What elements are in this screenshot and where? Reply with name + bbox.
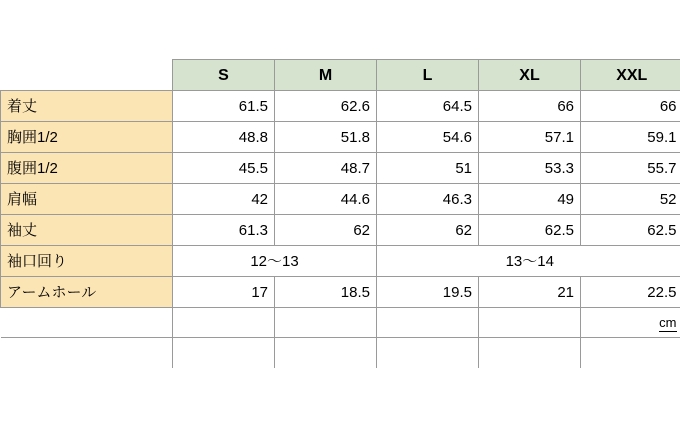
- unit-row-blank-label: [1, 308, 173, 338]
- unit-row-blank-xl: [479, 308, 581, 338]
- cell-length-l: 64.5: [377, 91, 479, 122]
- tail-cell-xl: [479, 338, 581, 368]
- unit-row-blank-s: [173, 308, 275, 338]
- cell-shoulder-s: 42: [173, 184, 275, 215]
- row-label-waist: 腹囲1/2: [1, 153, 173, 184]
- cell-chest-xxl: 59.1: [581, 122, 680, 153]
- cell-sleeve-length-xl: 62.5: [479, 215, 581, 246]
- table-row: [1, 153, 680, 184]
- row-label-sleeve-length: 袖丈: [1, 215, 173, 246]
- cell-cuff-l-xxl: 13〜14: [377, 246, 680, 277]
- cell-length-xxl: 66: [581, 91, 680, 122]
- cell-chest-xl: 57.1: [479, 122, 581, 153]
- cell-sleeve-length-s: 61.3: [173, 215, 275, 246]
- cell-shoulder-m: 44.6: [275, 184, 377, 215]
- cell-chest-m: 51.8: [275, 122, 377, 153]
- unit-row-blank-m: [275, 308, 377, 338]
- cell-waist-xl: 53.3: [479, 153, 581, 184]
- cell-cuff-s-m: 12〜13: [173, 246, 377, 277]
- cell-armhole-xl: 21: [479, 277, 581, 308]
- cell-chest-s: 48.8: [173, 122, 275, 153]
- cell-shoulder-l: 46.3: [377, 184, 479, 215]
- cell-length-s: 61.5: [173, 91, 275, 122]
- table-row: [1, 184, 680, 215]
- unit-row: [1, 308, 680, 338]
- unit-label: cm: [659, 315, 677, 330]
- table-row: [1, 246, 680, 277]
- row-label-length: 着丈: [1, 91, 173, 122]
- cell-shoulder-xl: 49: [479, 184, 581, 215]
- header-size-m: M: [275, 60, 377, 91]
- unit-cell-xxl: [581, 308, 680, 338]
- cell-armhole-s: 17: [173, 277, 275, 308]
- cell-shoulder-xxl: 52: [581, 184, 680, 215]
- table-row: [1, 91, 680, 122]
- tail-cell-l: [377, 338, 479, 368]
- header-size-l: L: [377, 60, 479, 91]
- cell-sleeve-length-m: 62: [275, 215, 377, 246]
- tail-blank-label: [1, 338, 173, 368]
- header-size-xl: XL: [479, 60, 581, 91]
- table-row: [1, 277, 680, 308]
- cell-waist-m: 48.7: [275, 153, 377, 184]
- cell-sleeve-length-xxl: 62.5: [581, 215, 680, 246]
- cell-sleeve-length-l: 62: [377, 215, 479, 246]
- tail-cell-m: [275, 338, 377, 368]
- tail-cell-xxl: [581, 338, 680, 368]
- tail-cell-s: [173, 338, 275, 368]
- cell-armhole-xxl: 22.5: [581, 277, 680, 308]
- cell-armhole-l: 19.5: [377, 277, 479, 308]
- header-size-s: S: [173, 60, 275, 91]
- row-label-chest: 胸囲1/2: [1, 122, 173, 153]
- header-size-xxl: XXL: [581, 60, 680, 91]
- row-label-shoulder: 肩幅: [1, 184, 173, 215]
- cell-chest-l: 54.6: [377, 122, 479, 153]
- cell-waist-xxl: 55.7: [581, 153, 680, 184]
- size-chart-table: [0, 59, 680, 368]
- unit-row-blank-l: [377, 308, 479, 338]
- table-header-row: [1, 60, 680, 91]
- row-label-armhole: アームホール: [1, 277, 173, 308]
- cell-armhole-m: 18.5: [275, 277, 377, 308]
- header-corner-cell: [1, 60, 173, 91]
- cell-length-xl: 66: [479, 91, 581, 122]
- cell-waist-s: 45.5: [173, 153, 275, 184]
- table-row: [1, 215, 680, 246]
- cell-length-m: 62.6: [275, 91, 377, 122]
- table-tail-row: [1, 338, 680, 368]
- row-label-cuff: 袖口回り: [1, 246, 173, 277]
- cell-waist-l: 51: [377, 153, 479, 184]
- table-row: [1, 122, 680, 153]
